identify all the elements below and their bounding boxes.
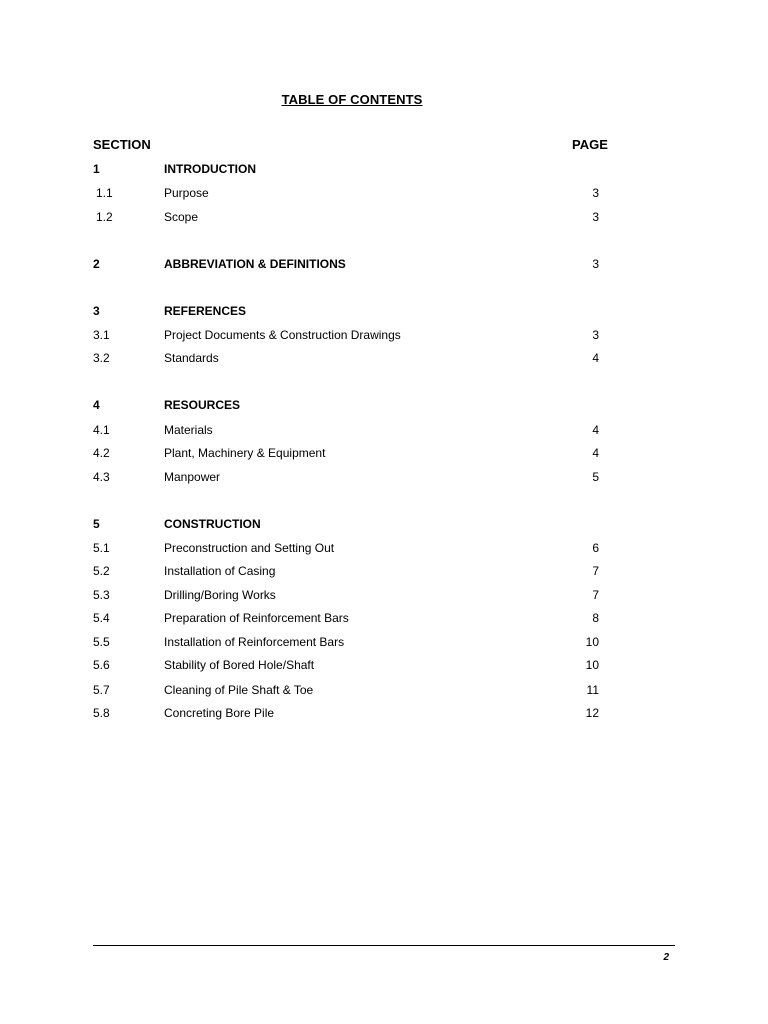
toc-entry-number: 5.7 [93,683,110,697]
toc-entry-page: 7 [592,588,599,602]
toc-entry-title: Plant, Machinery & Equipment [164,446,326,460]
toc-entry-page: 3 [592,328,599,342]
toc-entry-title: Drilling/Boring Works [164,588,276,602]
toc-entry [0,210,768,230]
toc-entry-number: 2 [93,257,100,271]
toc-entry-number: 4.1 [93,423,110,437]
toc-entry [0,398,768,418]
toc-entry-page: 3 [592,186,599,200]
toc-entry-title: Purpose [164,186,209,200]
toc-entry [0,186,768,206]
toc-entry-page: 11 [586,683,599,697]
toc-entry [0,658,768,678]
toc-entry [0,541,768,561]
toc-entry-number: 4 [93,398,100,412]
toc-entry-title: Cleaning of Pile Shaft & Toe [164,683,314,697]
toc-entry-page: 4 [592,446,599,460]
toc-entry-title: RESOURCES [164,398,241,412]
toc-entry-page: 3 [592,257,599,271]
toc-entry-number: 1.2 [96,210,113,224]
toc-entry [0,635,768,655]
toc-entry-number: 5.3 [93,588,110,602]
toc-entry-title: Installation of Reinforcement Bars [164,635,345,649]
toc-entry-page: 10 [585,635,599,649]
toc-entry-title: Concreting Bore Pile [164,706,275,720]
toc-entry [0,446,768,466]
toc-entry-title: ABBREVIATION & DEFINITIONS [164,257,346,271]
toc-entry-title: Preparation of Reinforcement Bars [164,611,349,625]
toc-entry-number: 3.1 [93,328,110,342]
toc-entry-number: 5.1 [93,541,110,555]
toc-entry-title: REFERENCES [164,304,247,318]
toc-entry-number: 4.3 [93,470,110,484]
footer-divider [93,945,675,946]
toc-title: TABLE OF CONTENTS [281,92,423,107]
toc-entry-page: 6 [592,541,599,555]
toc-entry [0,328,768,348]
toc-entry [0,351,768,371]
toc-entry-number: 1 [93,162,100,176]
toc-entry-number: 3 [93,304,100,318]
toc-entry-number: 5.4 [93,611,110,625]
toc-entry-title: CONSTRUCTION [164,517,261,531]
toc-entry-title: INTRODUCTION [164,162,256,176]
toc-entry [0,304,768,324]
toc-entry-page: 4 [592,351,599,365]
page-number: 2 [663,952,669,963]
page-column-header: PAGE [572,137,608,152]
toc-entry [0,706,768,726]
toc-entry-number: 5.5 [93,635,110,649]
toc-entry-page: 10 [585,658,599,672]
toc-entry-number: 3.2 [93,351,110,365]
toc-entry [0,517,768,537]
toc-entry-number: 4.2 [93,446,110,460]
toc-entry [0,257,768,277]
toc-entry-title: Materials [164,423,213,437]
section-column-header: SECTION [93,137,151,152]
toc-entry-page: 5 [592,470,599,484]
toc-entry [0,683,768,703]
toc-entry-title: Manpower [164,470,221,484]
toc-entry-title: Installation of Casing [164,564,276,578]
toc-entry-number: 5.8 [93,706,110,720]
toc-entry [0,588,768,608]
toc-entry-title: Preconstruction and Setting Out [164,541,335,555]
toc-entry [0,423,768,443]
toc-entry [0,162,768,182]
toc-entry-number: 5.2 [93,564,110,578]
toc-entry-title: Project Documents & Construction Drawings [164,328,401,342]
toc-entry-number: 5.6 [93,658,110,672]
toc-entry-title: Scope [164,210,199,224]
toc-entry [0,564,768,584]
toc-entry-title: Standards [164,351,219,365]
toc-entry-title: Stability of Bored Hole/Shaft [164,658,315,672]
toc-entry [0,611,768,631]
toc-entry-page: 7 [592,564,599,578]
toc-entry-page: 8 [592,611,599,625]
toc-entry-number: 1.1 [96,186,113,200]
toc-entry [0,470,768,490]
toc-entry-page: 12 [585,706,599,720]
toc-entry-number: 5 [93,517,100,531]
toc-entry-page: 4 [592,423,599,437]
toc-entry-page: 3 [592,210,599,224]
